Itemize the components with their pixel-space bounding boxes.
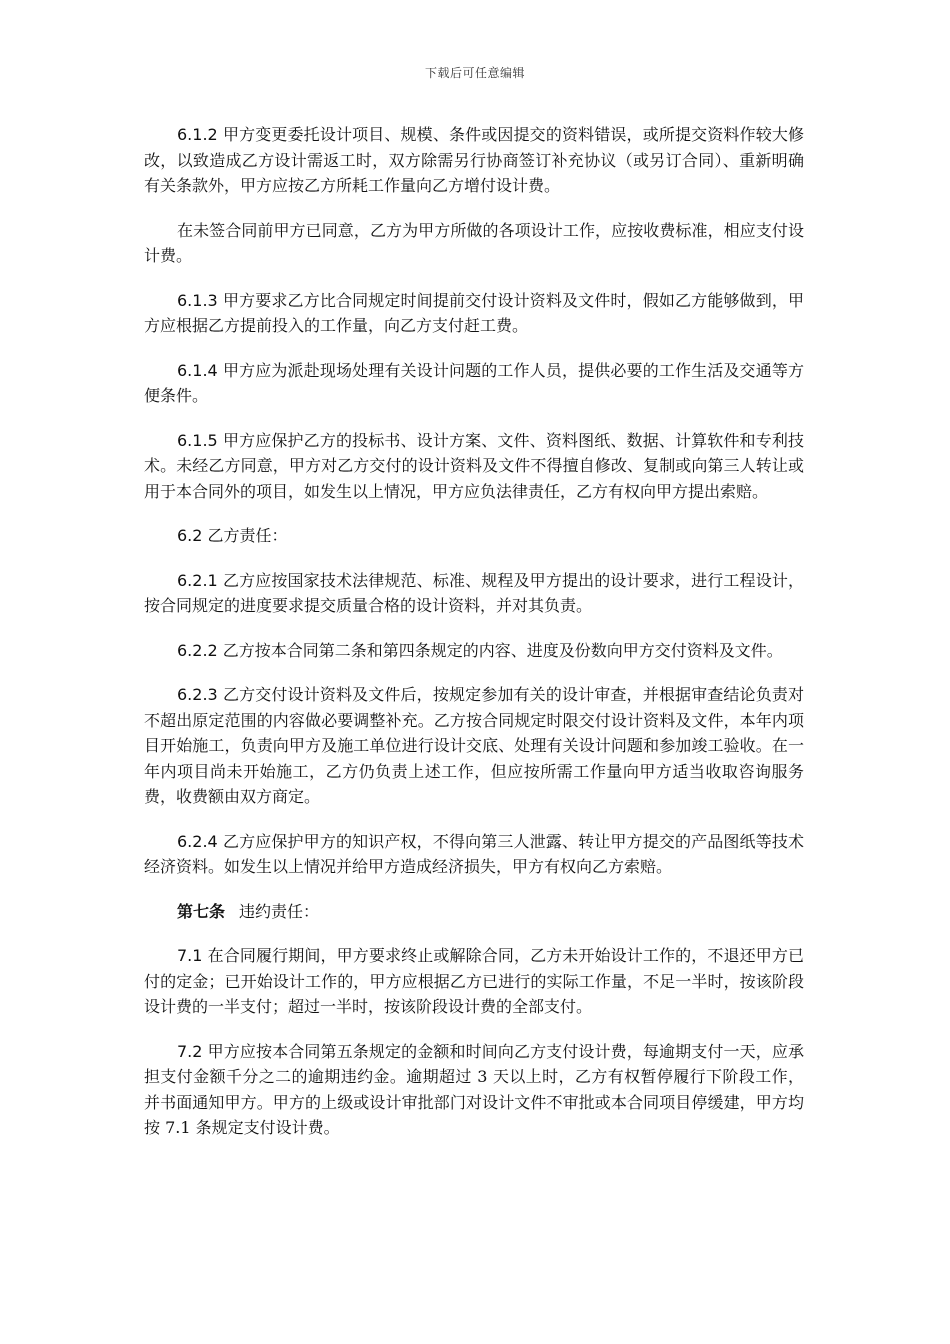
article-7-heading bbox=[144, 899, 804, 925]
clause-text: 甲方应为派赴现场处理有关设计问题的工作人员，提供必要的工作生活及交通等方便条件。 bbox=[144, 360, 804, 405]
clause-text: 甲方要求乙方比合同规定时间提前交付设计资料及文件时，假如乙方能够做到，甲方应根据乙方提前投入的工作量，向乙方支付赶工费。 bbox=[144, 290, 804, 335]
clause-number: 6.1.2 bbox=[177, 125, 218, 144]
clause-text: 甲方变更委托设计项目、规模、条件或因提交的资料错误，或所提交资料作较大修改，以致造成乙方设计需返工时，双方除需另行协商签订补充协议（或另订合同）、重新明确有关条款外，甲方应按乙方所耗工作量向乙方增付设计费。 bbox=[144, 125, 804, 195]
clause-text: 乙方应保护甲方的知识产权，不得向第三人泄露、转让甲方提交的产品图纸等技术经济资料。如发生以上情况并给甲方造成经济损失，甲方有权向乙方索赔。 bbox=[144, 831, 804, 876]
clause-6-2-1 bbox=[144, 568, 804, 619]
clause-number: 6.2.2 bbox=[177, 640, 218, 660]
clause-6-2-4 bbox=[144, 829, 804, 880]
page-header: 下载后可任意编辑 bbox=[424, 66, 525, 80]
clause-text: 甲方应保护乙方的投标书、设计方案、文件、资料图纸、数据、计算软件和专利技术。未经乙方同意，甲方对乙方交付的设计资料及文件不得擅自修改、复制或向第三人转让或用于本合同外的项目，如发生以上情况，甲方应负法律责任，乙方有权向甲方提出索赔。 bbox=[144, 430, 804, 501]
document-body bbox=[144, 122, 804, 1160]
clause-number: 7.2 bbox=[177, 1041, 203, 1061]
clause-6-2-3 bbox=[144, 682, 804, 810]
clause-text: 在未签合同前甲方已同意，乙方为甲方所做的各项设计工作，应按收费标准，相应支付设计费。 bbox=[144, 220, 804, 265]
clause-6-1-2 bbox=[144, 122, 804, 199]
clause-number: 6.1.5 bbox=[177, 430, 218, 450]
article-title: 第七条 bbox=[177, 901, 226, 921]
article-subtitle: 违约责任： bbox=[239, 901, 320, 921]
clause-6-1-3 bbox=[144, 288, 804, 339]
clause-6-2 bbox=[144, 523, 804, 549]
clause-number: 6.1.3 bbox=[177, 290, 218, 310]
clause-6-2-2 bbox=[144, 638, 804, 664]
clause-number: 6.2 bbox=[177, 526, 203, 545]
clause-text: 乙方应按国家技术法律规范、标准、规程及甲方提出的设计要求，进行工程设计，按合同规定的进度要求提交质量合格的设计资料，并对其负责。 bbox=[144, 570, 804, 615]
clause-text: 乙方责任： bbox=[202, 526, 288, 545]
clause-number: 6.2.3 bbox=[177, 685, 218, 704]
clause-7-1 bbox=[144, 943, 804, 1020]
clause-text: 乙方交付设计资料及文件后，按规定参加有关的设计审查，并根据审查结论负责对不超出原定范围的内容做必要调整补充。乙方按合同规定时限交付设计资料及文件，本年内项目开始施工，负责向甲方及施工单位进行设计交底、处理有关设计问题和参加竣工验收。在一年内项目尚未开始施工，乙方仍负责上述工作，但应按所需工作量向甲方适当收取咨询服务费，收费额由双方商定。 bbox=[144, 685, 804, 806]
clause-7-2 bbox=[144, 1039, 804, 1141]
clause-number: 6.2.1 bbox=[177, 570, 218, 590]
clause-number: 6.1.4 bbox=[177, 360, 218, 380]
clause-6-1-2-note bbox=[144, 218, 804, 269]
clause-text: 在合同履行期间，甲方要求终止或解除合同，乙方未开始设计工作的，不退还甲方已付的定金；已开始设计工作的，甲方应根据乙方已进行的实际工作量，不足一半时，按该阶段设计费的一半支付；超过一半时，按该阶段设计费的全部支付。 bbox=[144, 946, 804, 1016]
clause-text: 乙方按本合同第二条和第四条规定的内容、进度及份数向甲方交付资料及文件。 bbox=[217, 640, 783, 660]
clause-text: 甲方应按本合同第五条规定的金额和时间向乙方支付设计费，每逾期支付一天，应承担支付金额千分之二的逾期违约金。逾期超过 3 天以上时，乙方有权暂停履行下阶段工作，并书面通知甲方。甲方的上级或设计审批部门对设计文件不审批或本合同项目停缓建，甲方均按 7.1 条规定支付设计费。 bbox=[144, 1041, 804, 1137]
clause-number: 6.2.4 bbox=[177, 831, 218, 851]
clause-6-1-5 bbox=[144, 428, 804, 505]
clause-number: 7.1 bbox=[177, 946, 203, 965]
clause-6-1-4 bbox=[144, 358, 804, 409]
